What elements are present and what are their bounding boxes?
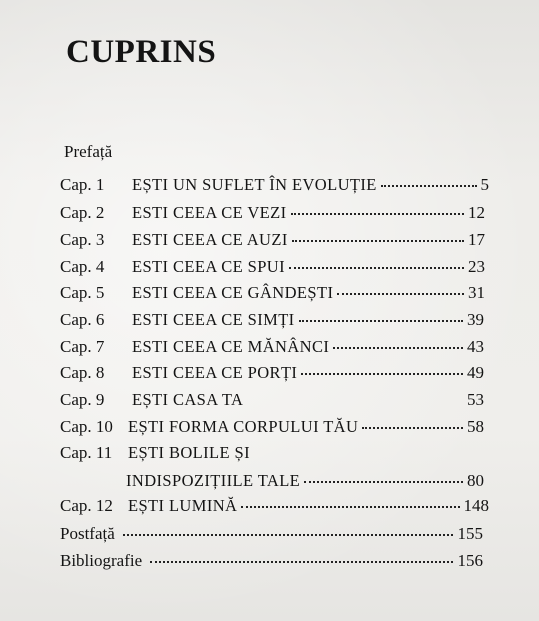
page-number: 31 (468, 283, 485, 302)
dot-leader (247, 400, 463, 402)
chapter-number: Cap. 7 (60, 337, 105, 356)
page-number: 148 (463, 496, 489, 515)
dot-leader (292, 240, 464, 242)
postface-label: Postfață (60, 524, 115, 543)
dot-leader (333, 347, 463, 349)
chapter-number: Cap. 2 (60, 203, 105, 222)
chapter-title-continued: INDISPOZIȚIILE TALE (126, 471, 301, 490)
chapter-number: Cap. 12 (60, 496, 113, 515)
chapter-number: Cap. 5 (60, 283, 105, 302)
toc-entry-cap-9 (60, 391, 484, 409)
page-number: 43 (467, 337, 484, 356)
page-number: 53 (467, 390, 484, 409)
chapter-title: EȘTI CASA TA (132, 390, 244, 409)
chapter-number: Cap. 11 (60, 443, 113, 462)
toc-entry-postface (60, 524, 483, 544)
dot-leader (362, 427, 463, 429)
toc-entry-bibliography (60, 551, 483, 571)
page-number: 49 (467, 363, 484, 382)
page-number: 58 (467, 417, 484, 436)
chapter-title: ESTI CEEA CE MĂNÂNCI (132, 337, 330, 356)
dot-leader (304, 481, 463, 483)
toc-entry-cap-6 (60, 311, 484, 329)
chapter-title: ESTI CEEA CE PORȚI (132, 363, 298, 382)
dot-leader (381, 185, 477, 187)
chapter-number: Cap. 3 (60, 230, 105, 249)
chapter-number: Cap. 6 (60, 310, 105, 329)
dot-leader (150, 561, 452, 563)
toc-preface: Prefață (64, 142, 113, 161)
chapter-title: ESTI CEEA CE VEZI (132, 203, 287, 222)
chapter-title: EȘTI LUMINĂ (128, 496, 238, 515)
toc-entry-cap-11 (60, 444, 484, 462)
page-number: 155 (457, 524, 483, 543)
toc-entry-cap-10 (60, 418, 484, 436)
toc-entry-cap-4 (60, 258, 485, 276)
chapter-number: Cap. 4 (60, 257, 105, 276)
toc-entry-cap-12 (60, 497, 489, 515)
toc-entry-cap-3 (60, 231, 485, 249)
dot-leader (123, 534, 453, 536)
dot-leader (241, 506, 459, 508)
dot-leader (289, 267, 464, 269)
chapter-number: Cap. 8 (60, 363, 105, 382)
toc-entry-cap-8 (60, 364, 484, 382)
chapter-number: Cap. 9 (60, 390, 105, 409)
page-number: 5 (480, 175, 489, 194)
dot-leader (299, 320, 463, 322)
chapter-number: Cap. 10 (60, 417, 113, 436)
toc-heading: CUPRINS (66, 34, 217, 70)
dot-leader (301, 373, 463, 375)
chapter-title: ESTI CEEA CE SPUI (132, 257, 286, 276)
chapter-title: ESTI CEEA CE GÂNDEȘTI (132, 283, 334, 302)
dot-leader (291, 213, 464, 215)
page-number: 23 (468, 257, 485, 276)
bibliography-label: Bibliografie (60, 551, 143, 570)
toc-entry-cap-11-continued (126, 471, 484, 491)
toc-entry-cap-7 (60, 338, 484, 356)
toc-entry-cap-1 (60, 176, 489, 194)
toc-entry-cap-2 (60, 204, 485, 222)
page-number: 39 (467, 310, 484, 329)
chapter-title: ESTI CEEA CE AUZI (132, 230, 288, 249)
chapter-title: EȘTI BOLILE ȘI (128, 443, 251, 462)
chapter-title: EȘTI UN SUFLET ÎN EVOLUȚIE (132, 175, 377, 194)
chapter-title: ESTI CEEA CE SIMȚI (132, 310, 295, 329)
dot-leader (337, 293, 464, 295)
toc-entry-cap-5 (60, 284, 485, 302)
page-number: 156 (457, 551, 483, 570)
chapter-number: Cap. 1 (60, 175, 105, 194)
page-number: 80 (467, 471, 484, 490)
page-number: 17 (468, 230, 485, 249)
chapter-title: EȘTI FORMA CORPULUI TĂU (128, 417, 359, 436)
page-number: 12 (468, 203, 485, 222)
